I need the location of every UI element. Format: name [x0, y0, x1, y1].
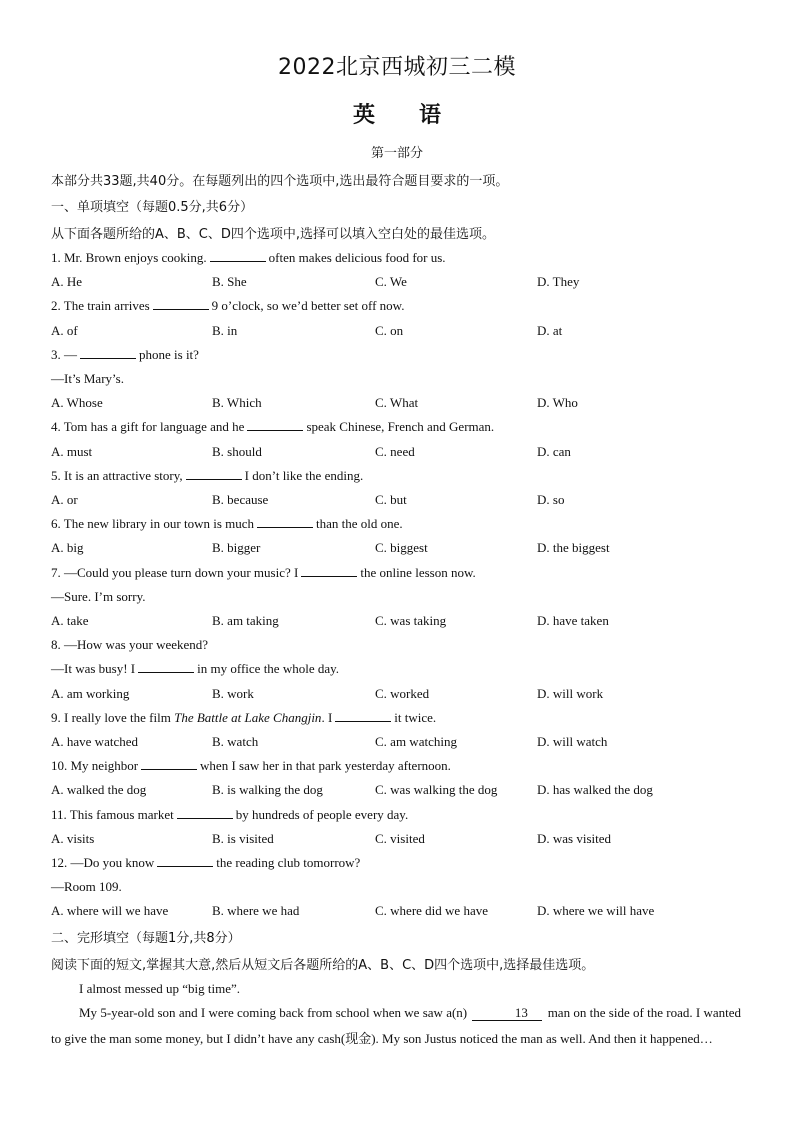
question-dialogue	[51, 879, 122, 895]
question-text: 10. My neighbor	[51, 758, 139, 774]
option-b[interactable]: B. work	[212, 685, 254, 701]
question-text: when I saw her in that park yesterday afternoon.	[200, 758, 451, 774]
option-b[interactable]: B. She	[212, 274, 247, 290]
question-text: —Sure. I’m sorry.	[51, 588, 146, 604]
question-stem	[51, 419, 494, 435]
option-d[interactable]: D. can	[537, 443, 571, 459]
option-c[interactable]: C. on	[375, 322, 404, 338]
question-dialogue	[51, 371, 124, 387]
answer-blank[interactable]	[301, 565, 357, 577]
question-stem	[51, 468, 363, 484]
question-text: phone is it?	[139, 346, 199, 362]
answer-blank[interactable]	[335, 710, 391, 722]
question-text: often makes delicious food for us.	[268, 250, 446, 265]
question-stem	[51, 710, 436, 726]
story-text-post: man on the side of the road. I wanted to give the man some money, but I didn’t have any cash(现金). My son Justus noticed the man as well. And then it happened…	[51, 1005, 742, 1046]
question-stem	[51, 516, 403, 532]
option-a[interactable]: A. visits	[51, 830, 95, 846]
option-d[interactable]: D. the biggest	[537, 540, 610, 556]
answer-blank[interactable]	[186, 468, 242, 480]
film-title: The Battle at Lake Changjin	[174, 709, 322, 725]
option-d[interactable]: D. so	[537, 492, 565, 507]
story-text-pre: My 5-year-old son and I were coming back from school when we saw a(n)	[79, 1005, 468, 1020]
option-b[interactable]: B. because	[212, 492, 269, 507]
option-b[interactable]: B. bigger	[212, 540, 261, 556]
question-stem	[51, 807, 408, 823]
option-c[interactable]: C. was walking the dog	[375, 782, 498, 798]
question-text: 12. —Do you know	[51, 855, 155, 870]
question-stem	[51, 298, 404, 314]
option-b[interactable]: B. should	[212, 443, 262, 459]
part-label: 第一部分	[370, 146, 423, 161]
section2-heading: 二、完形填空（每题1分,共8分）	[51, 931, 241, 946]
option-d[interactable]: D. has walked the dog	[537, 782, 653, 798]
section-heading: 一、单项填空（每题0.5分,共6分）	[51, 200, 254, 215]
section2-instruction: 阅读下面的短文,掌握其大意,然后从短文后各题所给的A、B、C、D四个选项中,选择最佳选项。	[51, 958, 595, 973]
intro-line: 本部分共33题,共40分。在每题列出的四个选项中,选出最符合题目要求的一项。	[51, 174, 509, 189]
question-text: the online lesson now.	[360, 564, 476, 580]
option-c[interactable]: C. visited	[375, 830, 425, 846]
answer-blank[interactable]	[141, 758, 197, 770]
question-text: in my office the whole day.	[197, 661, 340, 677]
option-b[interactable]: B. in	[212, 322, 238, 338]
option-a[interactable]: A. have watched	[51, 734, 138, 749]
question-text: 9 o’clock, so we’d better set off now.	[211, 298, 405, 314]
option-d[interactable]: D. Who	[537, 395, 578, 411]
option-a[interactable]: A. He	[51, 274, 83, 290]
story-paragraph	[51, 1000, 741, 1052]
question-stem	[51, 347, 199, 363]
option-a[interactable]: A. or	[51, 492, 78, 507]
question-stem	[51, 758, 451, 774]
option-b[interactable]: B. Which	[212, 395, 262, 411]
question-text: 8. —How was your weekend?	[51, 637, 209, 653]
option-d[interactable]: D. where we will have	[537, 903, 655, 919]
option-c[interactable]: C. We	[375, 274, 407, 290]
story-title: I almost messed up “big time”.	[79, 981, 241, 996]
option-c[interactable]: C. worked	[375, 685, 430, 701]
option-b[interactable]: B. where we had	[212, 903, 300, 919]
option-a[interactable]: A. where will we have	[51, 903, 169, 919]
question-stem	[51, 565, 476, 581]
cloze-blank-13[interactable]: 13	[472, 1006, 542, 1021]
question-text: 11. This famous market	[51, 806, 174, 822]
question-text: 2. The train arrives	[51, 298, 150, 314]
question-text: by hundreds of people every day.	[235, 806, 409, 822]
option-d[interactable]: D. was visited	[537, 830, 612, 846]
question-text: than the old one.	[316, 516, 403, 532]
option-c[interactable]: C. where did we have	[375, 903, 488, 919]
answer-blank[interactable]	[80, 347, 136, 359]
question-text: I don’t like the ending.	[244, 467, 364, 483]
option-d[interactable]: D. have taken	[537, 613, 609, 628]
answer-blank[interactable]	[138, 661, 194, 673]
question-stem	[51, 637, 208, 653]
question-text: 5. It is an attractive story,	[51, 467, 183, 483]
question-text: 4. Tom has a gift for language and he	[51, 419, 245, 435]
question-stem	[51, 855, 360, 871]
question-text: 9. I really love the film	[51, 709, 175, 725]
answer-blank[interactable]	[177, 807, 233, 819]
question-text: 6. The new library in our town is much	[51, 516, 255, 532]
question-text: the reading club tomorrow?	[216, 855, 361, 870]
option-c[interactable]: C. but	[375, 492, 407, 507]
option-c[interactable]: C. need	[375, 443, 415, 459]
option-b[interactable]: B. watch	[212, 734, 259, 749]
answer-blank[interactable]	[247, 419, 303, 431]
option-c[interactable]: C. was taking	[375, 613, 447, 628]
subject-title: 英 语	[352, 103, 441, 128]
option-a[interactable]: A. big	[51, 540, 84, 556]
option-b[interactable]: B. is visited	[212, 830, 274, 846]
option-a[interactable]: A. take	[51, 613, 89, 628]
option-c[interactable]: C. am watching	[375, 734, 457, 749]
question-text: . I	[321, 709, 333, 725]
question-dialogue	[51, 589, 145, 605]
exam-title: 2022北京西城初三二模	[278, 55, 516, 80]
option-d[interactable]: D. will watch	[537, 734, 608, 749]
question-text: 7. —Could you please turn down your music? I	[51, 564, 299, 580]
question-text: 1. Mr. Brown enjoys cooking.	[51, 250, 207, 265]
question-text: —Room 109.	[51, 879, 122, 895]
option-d[interactable]: D. will work	[537, 685, 604, 701]
option-a[interactable]: A. Whose	[51, 395, 103, 411]
question-text: —It was busy! I	[51, 661, 136, 677]
answer-blank[interactable]	[257, 516, 313, 528]
option-a[interactable]: A. must	[51, 443, 93, 459]
question-stem	[51, 250, 446, 266]
section-instruction: 从下面各题所给的A、B、C、D四个选项中,选择可以填入空白处的最佳选项。	[51, 227, 496, 242]
option-d[interactable]: D. They	[537, 274, 580, 290]
option-c[interactable]: C. What	[375, 395, 419, 411]
answer-blank[interactable]	[157, 855, 213, 867]
question-text: —It’s Mary’s.	[51, 371, 124, 386]
option-c[interactable]: C. biggest	[375, 540, 428, 556]
question-response	[51, 661, 339, 677]
option-a[interactable]: A. walked the dog	[51, 782, 147, 798]
question-text: 3. —	[51, 346, 77, 362]
question-text: speak Chinese, French and German.	[306, 419, 495, 435]
answer-blank[interactable]	[210, 250, 266, 262]
option-a[interactable]: A. of	[51, 322, 78, 338]
answer-blank[interactable]	[153, 298, 209, 310]
option-d[interactable]: D. at	[537, 322, 563, 338]
option-a[interactable]: A. am working	[51, 685, 130, 701]
option-b[interactable]: B. is walking the dog	[212, 782, 323, 798]
question-text: it twice.	[394, 709, 437, 725]
option-b[interactable]: B. am taking	[212, 613, 279, 628]
